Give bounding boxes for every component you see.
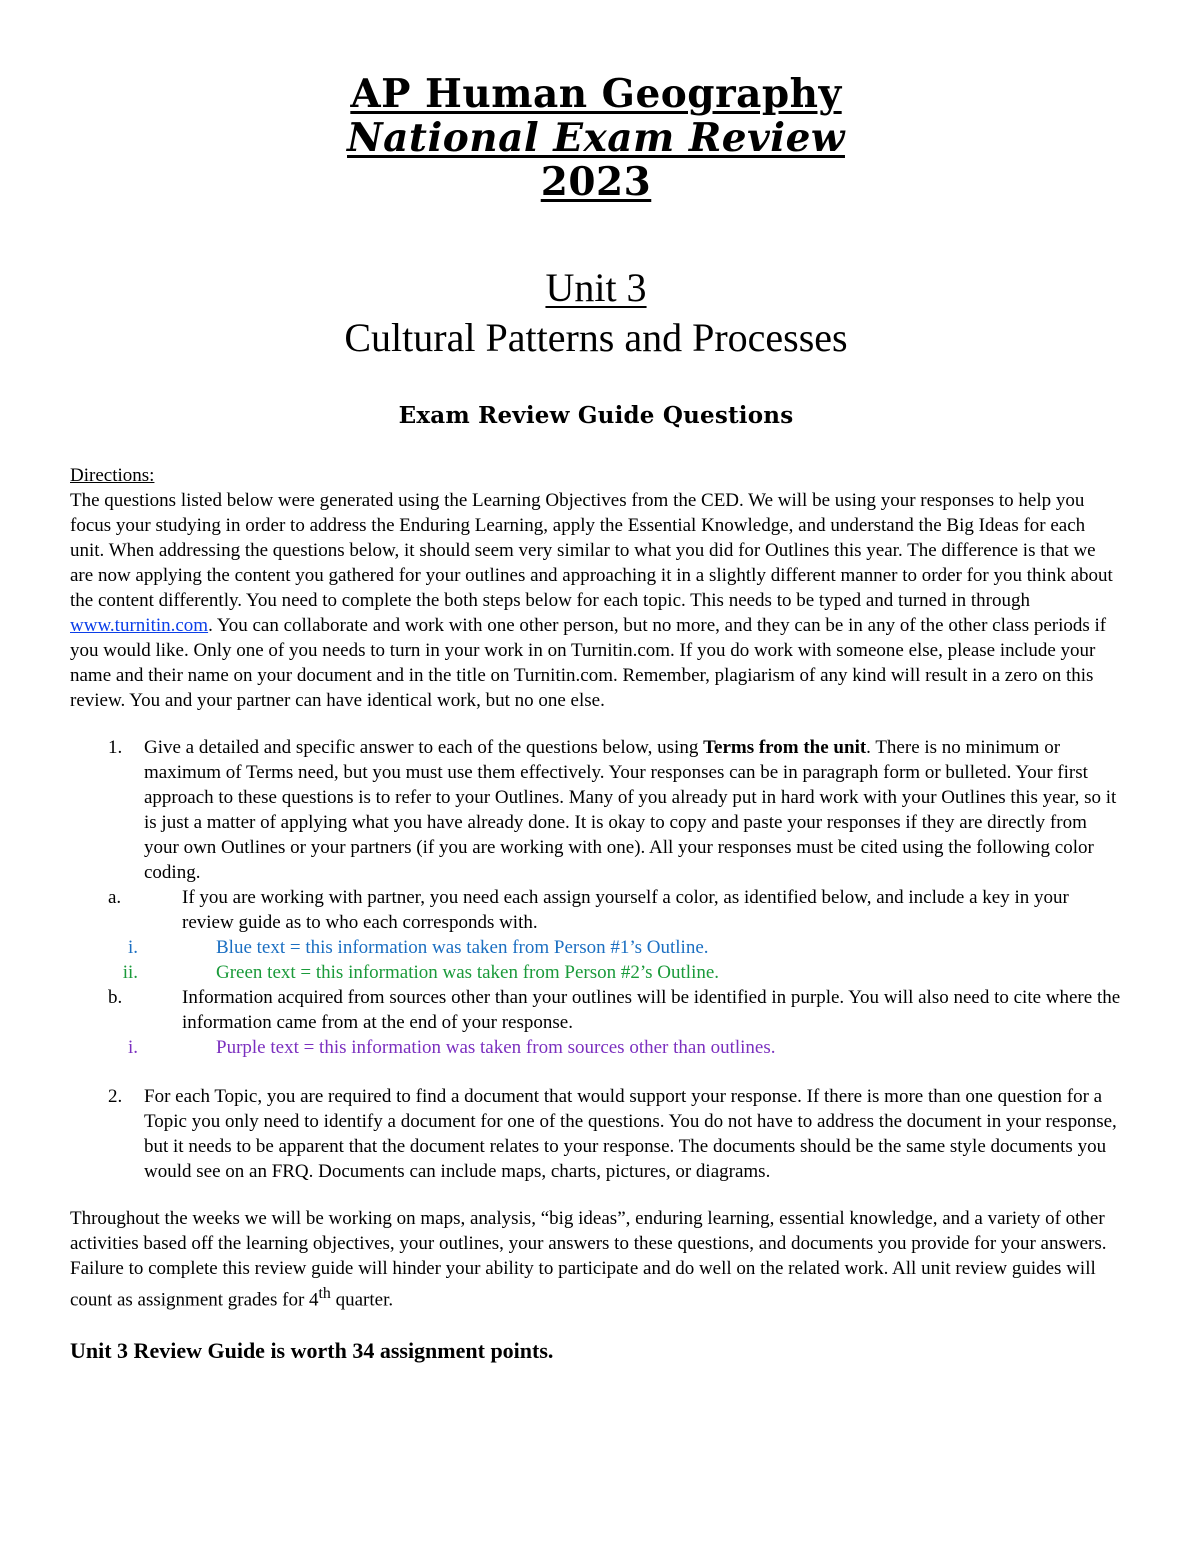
- purple-key-text: Purple text = this information was taken from sources other than outlines.: [216, 1037, 776, 1058]
- sub-item-b-text: Information acquired from sources other than your outlines will be identified in purple. You will also need to cite where the information came from at the end of your response.: [182, 987, 1121, 1033]
- directions-text-1: The questions listed below were generated using the Learning Objectives from the CED. We will be using your responses to help you focus your studying in order to address the Enduring Learning, apply the Essential Knowledge, and understand the Big Ideas for each unit. When addressing the questions below, it should seem very similar to what you did for Outlines this year. The difference is that we are now applying the content you gathered for your outlines and approaching it in a slightly different manner to order for you think about the content differently. You need to complete the both steps below for each topic. This needs to be typed and turned in through: [70, 490, 1113, 611]
- step-1-text-2: . There is no minimum or maximum of Terms need, but you must use them effectively. Your responses can be in paragraph form or bulleted. Your first approach to these questions is to refer to your Outlines. Many of you already put in hard work with your Outlines this year, so it is just a matter of applying what you have already done. It is okay to copy and paste your responses if they are directly from your own Outlines or your partners (if you are working with one). All your responses must be cited using the following color coding.: [144, 737, 1117, 883]
- subtitle: Exam Review Guide Questions: [398, 402, 794, 429]
- closing-text-2: quarter.: [330, 1289, 394, 1311]
- sub-marker: i.: [127, 1037, 138, 1058]
- step-1-bold: Terms from the unit: [703, 737, 867, 758]
- sub-marker: a.: [108, 887, 122, 908]
- sub-item-i-purple: [127, 1035, 1122, 1060]
- step-item-1: [108, 735, 1122, 1060]
- title-line-3: 2023: [540, 159, 652, 205]
- sub-item-b: [108, 985, 1122, 1035]
- title-line-1: AP Human Geography: [350, 71, 842, 117]
- unit-heading: [70, 266, 1122, 364]
- directions-label: Directions:: [70, 465, 155, 486]
- sub-item-ii-green: [122, 960, 1122, 985]
- sub-marker: b.: [108, 987, 123, 1008]
- title-line-2: National Exam Review: [347, 115, 845, 161]
- closing-superscript: th: [318, 1285, 331, 1302]
- step-item-2: [108, 1084, 1122, 1184]
- closing-text-1: Throughout the weeks we will be working on maps, analysis, “big ideas”, enduring learning, essential knowledge, and a variety of other activities based off the learning objectives, your outlines, your answers to these questions, and documents you provide for your answers. Failure to complete this review guide will hinder your ability to participate and do well on the related work. All unit review guides will count as assignment grades for 4: [70, 1208, 1107, 1311]
- step-marker: 1.: [108, 737, 123, 758]
- blue-key-text: Blue text = this information was taken from Person #1’s Outline.: [216, 937, 709, 958]
- sub-item-a: [108, 885, 1122, 935]
- closing-paragraph: [70, 1206, 1122, 1312]
- sub-marker: i.: [127, 937, 138, 958]
- sub-item-a-text: If you are working with partner, you need each assign yourself a color, as identified below, and include a key in your review guide as to who each corresponds with.: [182, 887, 1069, 933]
- points-statement: Unit 3 Review Guide is worth 34 assignment points.: [70, 1338, 554, 1364]
- steps-list: [70, 735, 1122, 1184]
- step-2-text: For each Topic, you are required to find a document that would support your response. If there is more than one question for a Topic you only need to identify a document for one of the questions. You do not have to address the document in your response, but it needs to be apparent that the document relates to your response. The documents should be the same style documents you would see on an FRQ. Documents can include maps, charts, pictures, or diagrams.: [144, 1086, 1117, 1182]
- title-block: [70, 0, 1122, 204]
- step-marker: 2.: [108, 1086, 123, 1107]
- step-1-text-1: Give a detailed and specific answer to each of the questions below, using: [144, 737, 704, 758]
- unit-name: Cultural Patterns and Processes: [344, 315, 848, 360]
- unit-number: Unit 3: [545, 265, 647, 310]
- turnitin-link[interactable]: www.turnitin.com: [70, 615, 209, 636]
- sub-item-i-blue: [127, 935, 1122, 960]
- green-key-text: Green text = this information was taken from Person #2’s Outline.: [216, 962, 720, 983]
- directions-paragraph: [70, 488, 1122, 713]
- directions-text-2: . You can collaborate and work with one other person, but no more, and they can be in any of the other class periods if you would like. Only one of you needs to turn in your work in on Turnitin.com. If you do work with someone else, please include your name and their name on your document and in the title on Turnitin.com. Remember, plagiarism of any kind will result in a zero on this review. You and your partner can have identical work, but no one else.: [70, 615, 1107, 711]
- sub-marker: ii.: [122, 962, 138, 983]
